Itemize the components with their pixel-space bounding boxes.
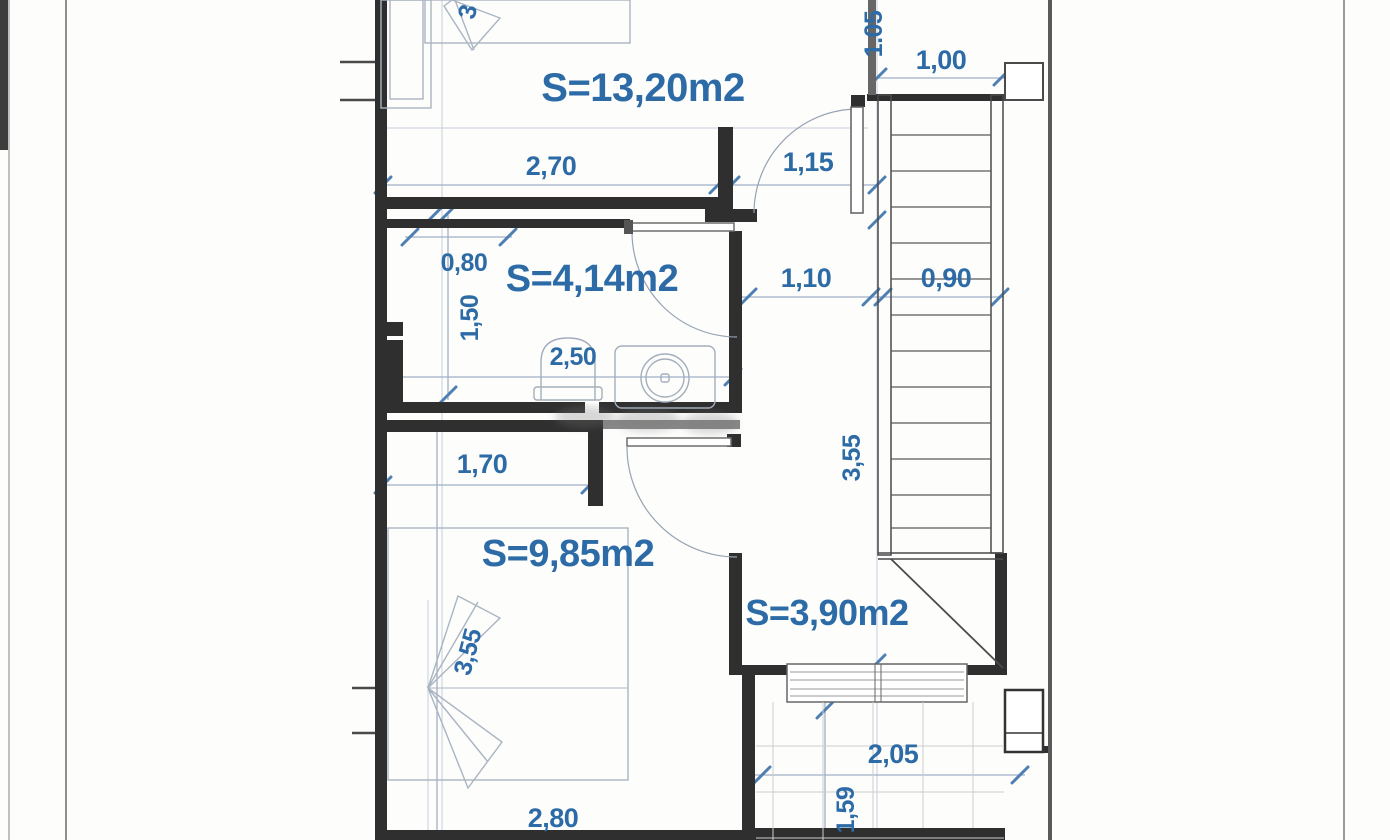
dim-terrace-width: 2,05	[867, 739, 919, 769]
room-label-bathroom: S=4,14m2	[505, 258, 679, 300]
wall-understairs-right	[995, 553, 1007, 673]
wall-stub-lower	[588, 420, 603, 506]
pillar-outline	[1005, 690, 1043, 752]
door-hinge-jamb-top	[851, 95, 865, 107]
wall-stub-foot	[705, 209, 757, 222]
wall-side-marks	[340, 62, 375, 733]
dim-bath-niche-width: 0,80	[440, 249, 488, 277]
wall-bedroom-lower-top	[375, 420, 588, 432]
staircase	[878, 95, 1003, 668]
wall-bathroom-top	[375, 219, 630, 228]
dim-bedroom-lower-width: 2,80	[527, 803, 579, 833]
dim-terrace-depth: 1,59	[832, 786, 860, 834]
bedroom-lower-door-leaf	[627, 438, 731, 446]
bathroom-door-leaf	[628, 223, 734, 231]
entry-door-leaf	[851, 107, 863, 213]
dim-bath-niche-depth: 1,50	[456, 294, 484, 342]
wall-terrace-left	[742, 672, 755, 840]
right-outer-wall	[1048, 0, 1052, 840]
washbasin-inner	[646, 359, 684, 397]
wall-bedroom-lower-right	[729, 553, 742, 672]
dim-bedroom-lower-depth: 3,55	[448, 625, 488, 679]
terrace-grid	[756, 702, 1004, 840]
dim-hall-width: 1,10	[780, 263, 832, 293]
scan-edge-shadow	[0, 0, 8, 150]
room-label-bedroom-upper: S=13,20m2	[541, 66, 745, 110]
wall-bedroom-upper-bottom	[375, 197, 733, 209]
wall-pier	[387, 340, 403, 403]
room-label-understairs: S=3,90m2	[745, 592, 909, 633]
stair-rail-right	[991, 95, 1003, 553]
top-right-wall-box	[1005, 63, 1043, 100]
bed-lower-fold-down	[428, 688, 502, 788]
dim-entry-top: 1,00	[915, 45, 967, 75]
stair-treads	[891, 135, 991, 528]
dim-lower-nook-width: 1,70	[456, 449, 508, 479]
dim-door-upper: 1,15	[782, 147, 834, 177]
furniture	[381, 0, 630, 788]
terrace-window	[787, 664, 967, 702]
dim-partial-top: 3	[452, 2, 484, 22]
dim-stair-width: 0,90	[920, 263, 972, 293]
right-pillar	[1005, 690, 1043, 752]
dim-stair-run: 3,55	[838, 434, 866, 482]
stair-rail-left	[878, 95, 891, 555]
dim-bedroom-upper-width: 2,70	[525, 151, 577, 181]
wall-bathroom-right	[729, 231, 742, 412]
wall-bathroom-bottom-left	[375, 402, 585, 413]
washbasin-drain	[661, 374, 669, 382]
stair-bottom-edge	[878, 553, 1003, 559]
toilet-tank	[534, 387, 602, 400]
wall-stub-upper	[718, 127, 733, 209]
wall-bottom-left-segment	[729, 665, 787, 675]
washbasin-outer	[641, 354, 689, 402]
bathroom-door-tip	[624, 220, 633, 234]
wardrobe-upper-inner	[390, 0, 423, 99]
room-label-bedroom-lower: S=9,85m2	[481, 533, 655, 575]
wall-pier-return	[387, 322, 403, 336]
dim-entry-side: 1.05	[860, 10, 888, 58]
dim-bath-width: 2,50	[549, 343, 597, 371]
